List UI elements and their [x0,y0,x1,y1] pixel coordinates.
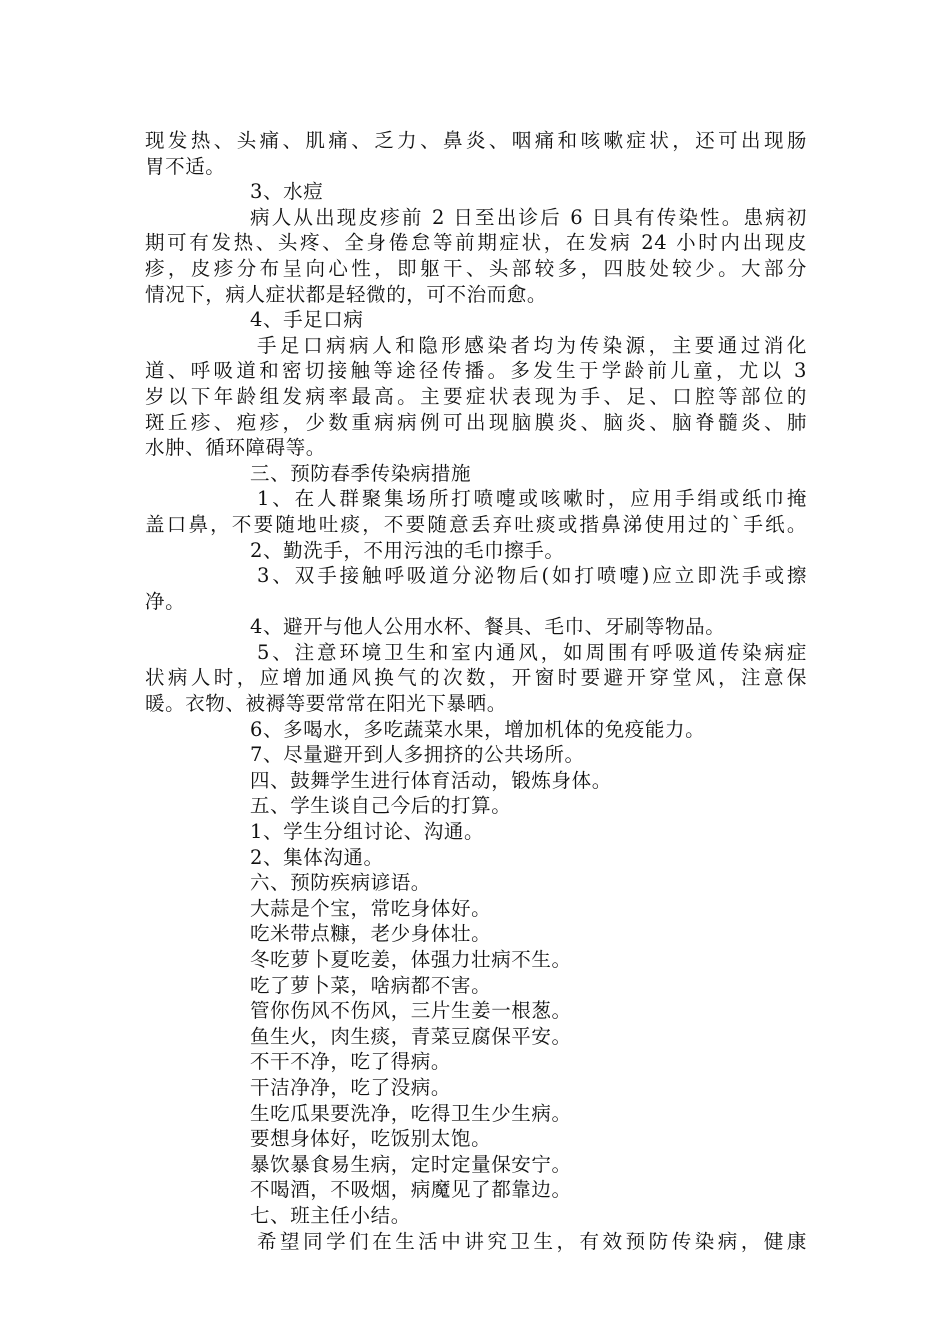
text-line: 不喝酒，不吸烟，病魔见了都靠边。 [250,1178,572,1202]
text-line: 暖。衣物、被褥等要常常在阳光下暴晒。 [145,692,507,716]
text-line: 7、尽量避开到人多拥挤的公共场所。 [250,743,585,767]
document-page [145,128,807,1254]
text-line: 冬吃萝卜夏吃姜，体强力壮病不生。 [250,948,572,971]
text-line: 吃了萝卜菜，啥病都不害。 [250,973,492,997]
text-line: 吃米带点糠，老少身体壮。 [250,922,492,946]
text-line: 干洁净净，吃了没病。 [250,1075,452,1099]
text-line: 要想身体好，吃饭别太饱。 [250,1127,492,1151]
text-line: 斑丘疹、疱疹，少数重病病例可出现脑膜炎、脑炎、脑脊髓炎、肺 [145,410,807,434]
text-line: 管你伤风不伤风，三片生姜一根葱。 [250,999,572,1023]
text-line: 情况下，病人症状都是轻微的，可不治而愈。 [145,282,548,306]
text-line: 现发热、头痛、肌痛、乏力、鼻炎、咽痛和咳嗽症状，还可出现肠 [145,129,807,152]
text-line: 5、注意环境卫生和室内通风，如周围有呼吸道传染病症 [257,640,807,664]
text-line: 期可有发热、头疼、全身倦怠等前期症状，在发病 24 小时内出现皮 [145,231,807,255]
text-line: 五、学生谈自己今后的打算。 [250,794,512,818]
text-line: 岁以下年龄组发病率最高。主要症状表现为手、足、口腔等部位的 [145,384,807,408]
text-line: 6、多喝水，多吃蔬菜水果，增加机体的免疫能力。 [250,717,706,741]
text-line: 疹，皮疹分布呈向心性，即躯干、头部较多，四肢处较少。大部分 [145,256,807,280]
text-line: 手足口病病人和隐形感染者均为传染源，主要通过消化 [257,333,807,357]
text-line: 道、呼吸道和密切接触等途径传播。多发生于学龄前儿童，尤以 3 [145,359,807,383]
text-line: 3、双手接触呼吸道分泌物后(如打喷嚏)应立即洗手或擦 [257,564,807,588]
text-line: 三、预防春季传染病措施 [250,461,472,485]
text-line: 4、手足口病 [250,308,364,332]
text-line: 2、勤洗手，不用污浊的毛巾擦手。 [250,538,565,562]
text-line: 胃不适。 [145,154,226,178]
text-line: 希望同学们在生活中讲究卫生，有效预防传染病，健康 [257,1229,807,1253]
text-line: 水肿、循环障碍等。 [145,436,326,460]
text-line: 鱼生火，肉生痰，青菜豆腐保平安。 [250,1024,572,1048]
text-line: 六、预防疾病谚语。 [250,871,431,895]
text-line: 1、在人群聚集场所打喷嚏或咳嗽时，应用手绢或纸巾掩 [257,487,807,511]
text-line: 病人从出现皮疹前 2 日至出诊后 6 日具有传染性。患病初 [250,205,807,229]
text-line: 生吃瓜果要洗净，吃得卫生少生病。 [250,1101,572,1125]
text-line: 暴饮暴食易生病，定时定量保安宁。 [250,1152,572,1176]
text-line: 盖口鼻，不要随地吐痰，不要随意丢弃吐痰或揩鼻涕使用过的`手纸。 [145,512,807,536]
text-line: 净。 [145,589,186,613]
text-line: 七、班主任小结。 [250,1203,411,1227]
text-line: 3、水痘 [250,180,324,204]
text-line: 状病人时，应增加通风换气的次数，开窗时要避开穿堂风，注意保 [145,666,807,690]
text-line: 2、集体沟通。 [250,845,384,869]
text-line: 4、避开与他人公用水杯、餐具、毛巾、牙刷等物品。 [250,615,726,639]
text-line: 四、鼓舞学生进行体育活动，锻炼身体。 [250,768,612,792]
text-line: 大蒜是个宝，常吃身体好。 [250,896,492,920]
text-line: 不干不净，吃了得病。 [250,1050,452,1074]
text-line: 1、学生分组讨论、沟通。 [250,820,485,844]
